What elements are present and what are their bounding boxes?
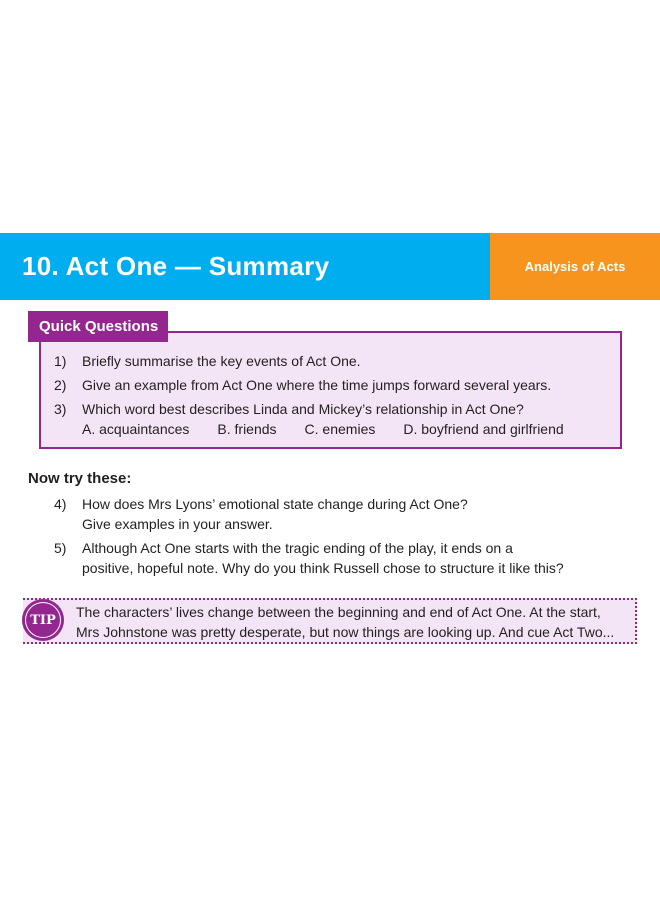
option-a: A. acquaintances: [82, 421, 190, 437]
quick-questions-label: Quick Questions: [28, 311, 168, 342]
question-number: 4): [54, 496, 67, 512]
question-number: 1): [54, 353, 67, 369]
tip-icon: TIP: [22, 599, 64, 641]
question-number: 2): [54, 377, 67, 393]
option-c: C. enemies: [304, 421, 376, 437]
page-title: 10. Act One — Summary: [22, 251, 330, 281]
question-text: Although Act One starts with the tragic ending of the play, it ends on a: [82, 540, 513, 556]
tip-text: [76, 602, 614, 642]
question-text: Which word best describes Linda and Mickey’s relationship in Act One?: [82, 401, 524, 417]
tip-line: Mrs Johnstone was pretty desperate, but now things are looking up. And cue Act Two...: [76, 624, 615, 640]
question-number: 5): [54, 540, 67, 556]
tip-line: The characters’ lives change between the beginning and end of Act One. At the start,: [76, 604, 601, 620]
question-text: How does Mrs Lyons’ emotional state change during Act One?: [82, 496, 468, 512]
section-tab: Analysis of Acts: [490, 233, 660, 300]
option-b: B. friends: [217, 421, 277, 437]
question-number: 3): [54, 401, 67, 417]
question-text: positive, hopeful note. Why do you think Russell chose to structure it like this?: [82, 560, 564, 576]
question-text: Briefly summarise the key events of Act One.: [82, 353, 361, 369]
question-text: Give an example from Act One where the time jumps forward several years.: [82, 377, 552, 393]
option-d: D. boyfriend and girlfriend: [403, 421, 564, 437]
answer-options: [82, 419, 592, 439]
question-text: Give examples in your answer.: [82, 516, 273, 532]
header-bar: [0, 233, 490, 300]
now-try-heading: Now try these:: [28, 470, 132, 487]
